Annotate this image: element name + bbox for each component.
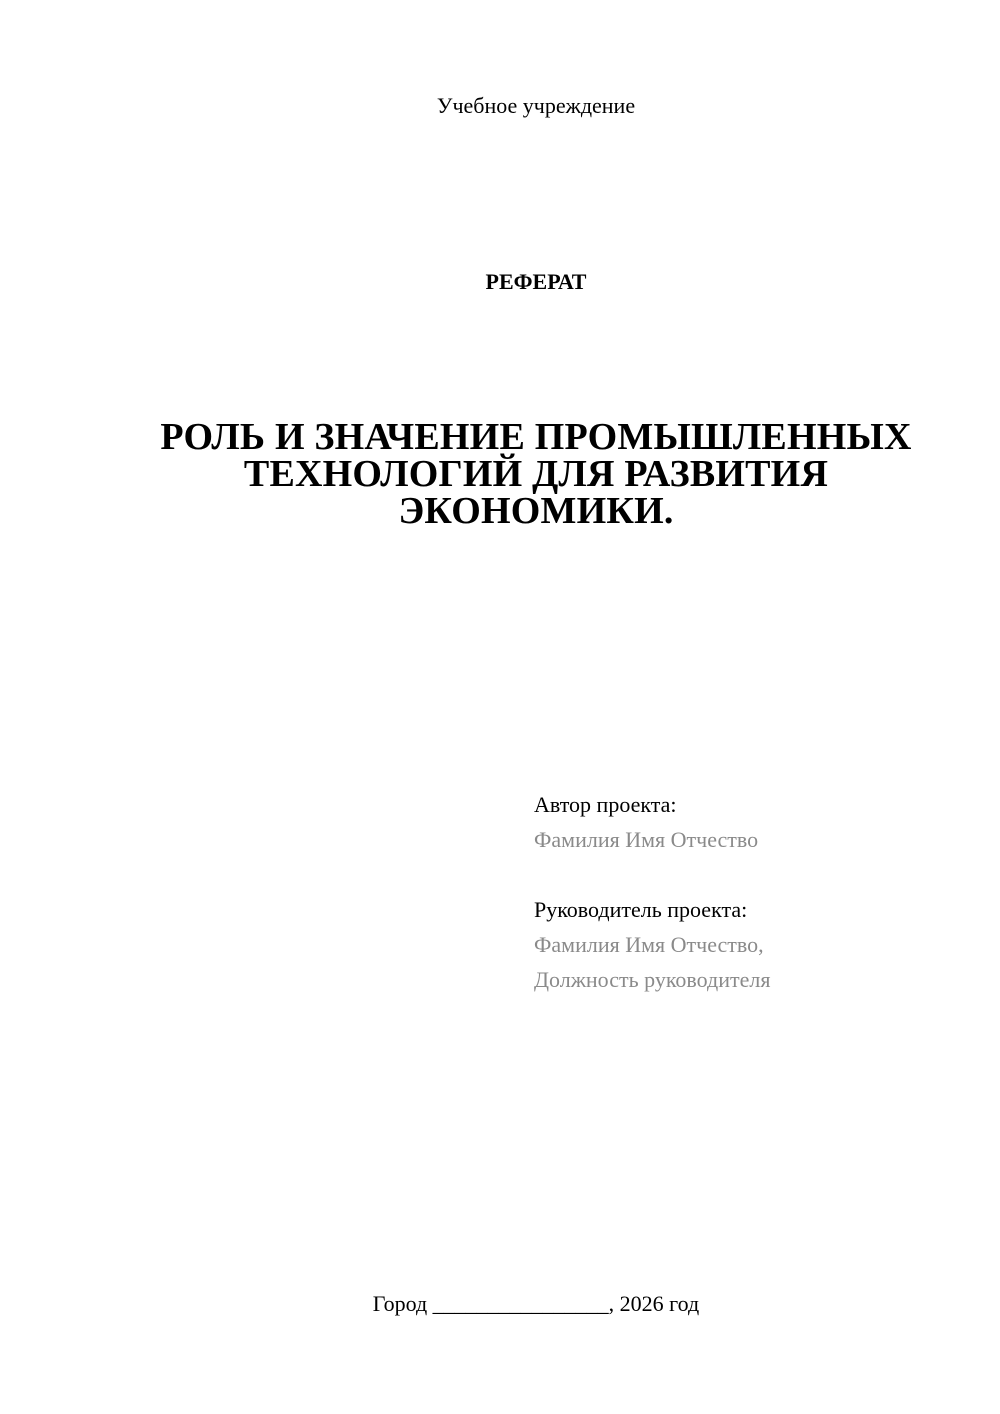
author-name: Фамилия Имя Отчество xyxy=(534,827,759,852)
supervisor-position: Должность руководителя xyxy=(534,967,771,992)
city-year-line xyxy=(0,1289,1000,1319)
author-label: Автор проекта: xyxy=(534,792,677,817)
document-type: РЕФЕРАТ xyxy=(485,269,587,294)
city-label: Город xyxy=(372,1291,428,1316)
supervisor-name: Фамилия Имя Отчество, xyxy=(534,932,764,957)
institution-name: Учебное учреждение xyxy=(436,93,636,118)
title-line-3: ЭКОНОМИКИ. xyxy=(398,490,674,532)
spacer xyxy=(534,857,974,893)
title-line-1: РОЛЬ И ЗНАЧЕНИЕ ПРОМЫШЛЕННЫХ xyxy=(160,416,912,458)
city-blank: ________________ xyxy=(432,1291,609,1316)
document-title xyxy=(130,416,942,532)
year-text: , 2026 год xyxy=(608,1291,700,1316)
title-line-2: ТЕХНОЛОГИЙ ДЛЯ РАЗВИТИЯ xyxy=(243,453,829,495)
project-people-block xyxy=(534,788,974,997)
supervisor-label: Руководитель проекта: xyxy=(534,897,748,922)
